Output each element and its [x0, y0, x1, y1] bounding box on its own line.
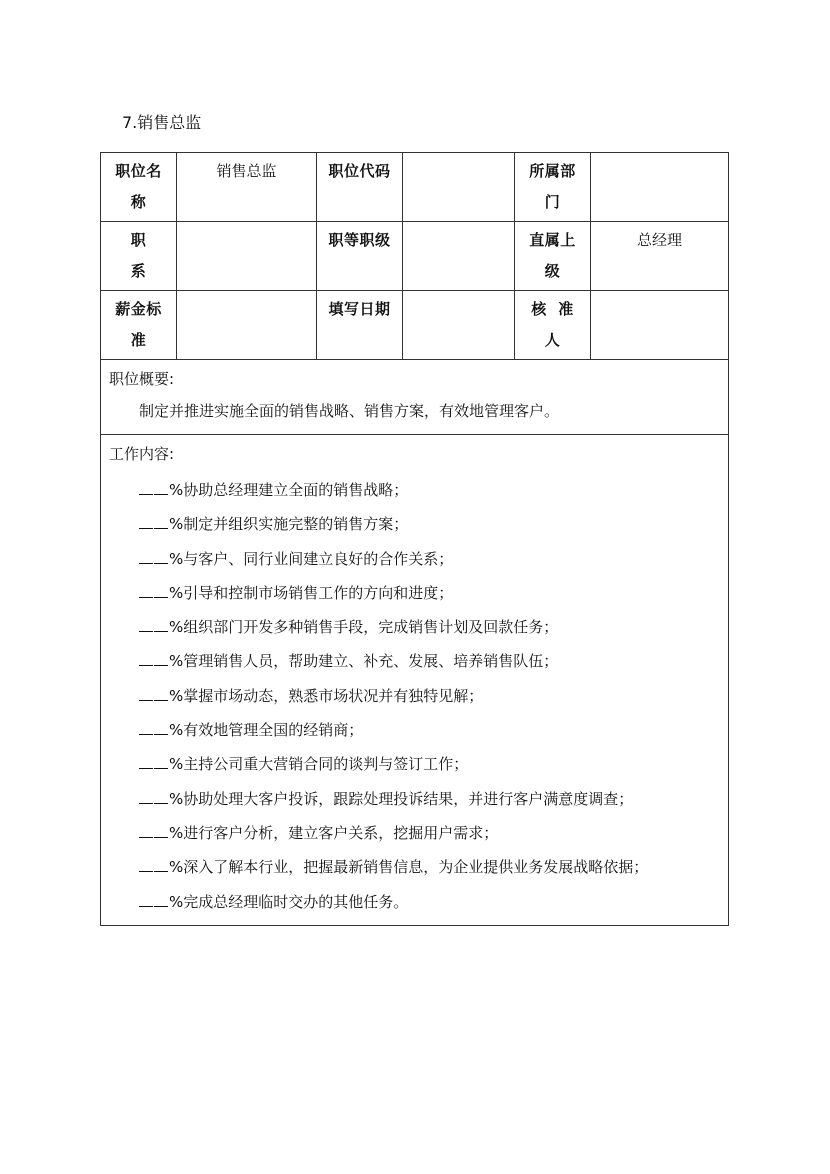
- duty-item: [109, 885, 720, 919]
- percent-blank: [154, 686, 168, 701]
- job-description-table: [100, 152, 729, 926]
- percent-blank: [139, 892, 153, 907]
- percent-blank: [139, 823, 153, 838]
- percent-blank: [139, 686, 153, 701]
- duty-item: [109, 644, 720, 678]
- duty-text: %主持公司重大营销合同的谈判与签订工作；: [169, 755, 469, 774]
- value-fill-date: [403, 291, 515, 360]
- percent-blank: [139, 789, 153, 804]
- duty-text: %进行客户分析，建立客户关系，挖掘用户需求；: [169, 823, 499, 842]
- value-job-grade: [403, 222, 515, 291]
- percent-blank: [139, 514, 153, 529]
- percent-blank: [139, 480, 153, 495]
- label-fill-date: 填写日期: [317, 291, 403, 360]
- percent-blank: [154, 549, 168, 564]
- percent-blank: [154, 514, 168, 529]
- section-title: 7.销售总监: [122, 113, 202, 132]
- duty-text: %协助处理大客户投诉，跟踪处理投诉结果，并进行客户满意度调查；: [169, 789, 634, 808]
- label-job-family: 职 系: [101, 222, 177, 291]
- duty-text: %引导和控制市场销售工作的方向和进度；: [169, 583, 454, 602]
- header-row-3: [101, 291, 729, 360]
- percent-blank: [139, 549, 153, 564]
- duty-text: %管理销售人员，帮助建立、补充、发展、培养销售队伍；: [169, 652, 559, 671]
- percent-blank: [154, 892, 168, 907]
- percent-blank: [139, 754, 153, 769]
- label-direct-supervisor: 直属上 级: [515, 222, 591, 291]
- duty-text: %与客户、同行业间建立良好的合作关系；: [169, 549, 454, 568]
- summary-cell: [101, 360, 729, 435]
- duty-item: [109, 576, 720, 610]
- label-salary-standard: 薪金标 准: [101, 291, 177, 360]
- duty-text: %组织部门开发多种销售手段，完成销售计划及回款任务；: [169, 618, 559, 637]
- duty-item: [109, 473, 720, 507]
- percent-blank: [139, 617, 153, 632]
- label-department: 所属部 门: [515, 153, 591, 222]
- percent-blank: [154, 651, 168, 666]
- value-position-code: [403, 153, 515, 222]
- percent-blank: [154, 720, 168, 735]
- duty-item: [109, 542, 720, 576]
- duty-item: [109, 850, 720, 884]
- duties-row: [101, 435, 729, 926]
- duty-item: [109, 679, 720, 713]
- label-job-grade: 职等职级: [317, 222, 403, 291]
- value-salary-standard: [177, 291, 317, 360]
- duties-title: 工作内容:: [109, 445, 175, 463]
- duty-text: %协助总经理建立全面的销售战略；: [169, 481, 409, 499]
- percent-blank: [139, 651, 153, 666]
- percent-blank: [154, 480, 168, 495]
- percent-blank: [139, 857, 153, 872]
- duty-item: [109, 782, 720, 816]
- duty-item: [109, 747, 720, 781]
- summary-row: [101, 360, 729, 435]
- percent-blank: [154, 789, 168, 804]
- value-approver: [591, 291, 729, 360]
- percent-blank: [139, 583, 153, 598]
- percent-blank: [154, 583, 168, 598]
- summary-title: 职位概要:: [109, 370, 175, 388]
- duties-list: [109, 473, 720, 919]
- duty-text: %完成总经理临时交办的其他任务。: [169, 892, 409, 911]
- duty-item: [109, 507, 720, 541]
- percent-blank: [154, 857, 168, 872]
- label-position-code: 职位代码: [317, 153, 403, 222]
- duties-cell: [101, 435, 729, 926]
- duty-item: [109, 713, 720, 747]
- value-department: [591, 153, 729, 222]
- label-approver: 核 准 人: [515, 291, 591, 360]
- value-job-family: [177, 222, 317, 291]
- duty-item: [109, 816, 720, 850]
- percent-blank: [154, 754, 168, 769]
- percent-blank: [139, 720, 153, 735]
- percent-blank: [154, 617, 168, 632]
- duty-item: [109, 610, 720, 644]
- duty-text: %深入了解本行业，把握最新销售信息，为企业提供业务发展战略依据；: [169, 858, 649, 877]
- value-position-name: 销售总监: [177, 153, 317, 222]
- header-row-1: [101, 153, 729, 222]
- duty-text: %制定并组织实施完整的销售方案；: [169, 515, 409, 534]
- duty-text: %有效地管理全国的经销商；: [169, 721, 364, 740]
- header-row-2: [101, 222, 729, 291]
- value-direct-supervisor: 总经理: [591, 222, 729, 291]
- duty-text: %掌握市场动态，熟悉市场状况并有独特见解；: [169, 686, 484, 705]
- percent-blank: [154, 823, 168, 838]
- summary-text: 制定并推进实施全面的销售战略、销售方案，有效地管理客户。: [139, 402, 560, 420]
- label-position-name: 职位名 称: [101, 153, 177, 222]
